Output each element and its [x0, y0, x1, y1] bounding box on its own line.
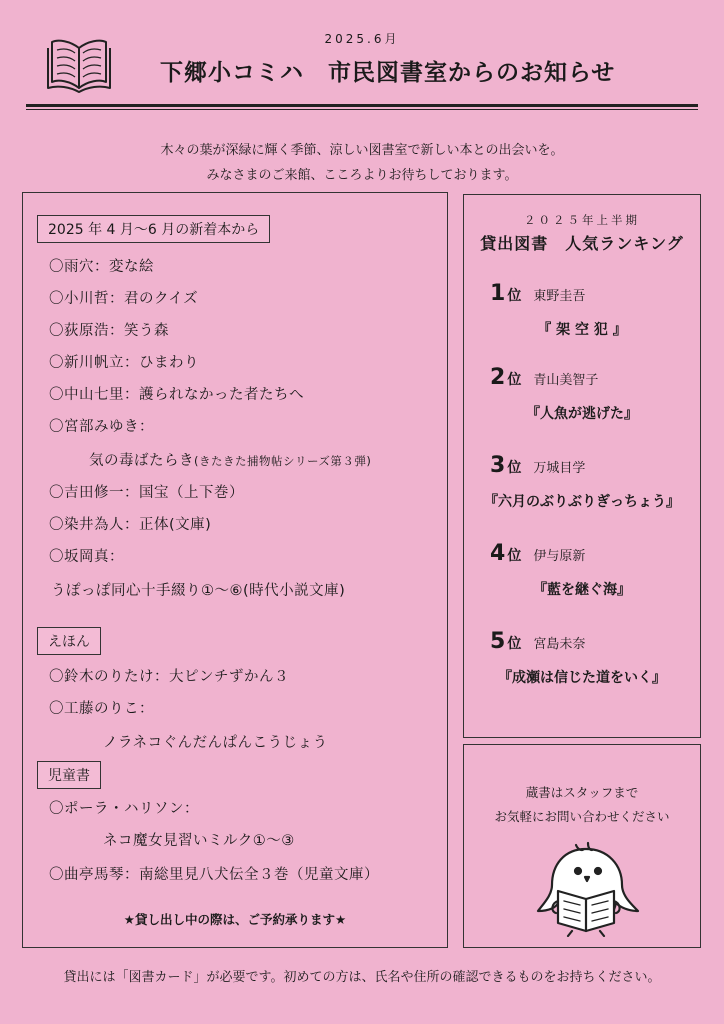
rank-3	[490, 453, 585, 478]
rank-5	[490, 629, 585, 654]
rank-book-title: 『成瀬は信じた道をいく』	[498, 670, 666, 686]
rank-unit: 位	[507, 288, 522, 304]
list-item: 〇中山七里：護られなかった者たちへ	[49, 387, 304, 403]
issue-date: 2025.6月	[324, 32, 400, 46]
header-divider	[26, 104, 698, 107]
picture-books-heading: えほん	[37, 627, 101, 655]
rank-book-title: 『藍を継ぐ海』	[533, 582, 631, 598]
rank-number: 4	[490, 541, 506, 566]
library-card-note: 貸出には「図書カード」が必要です。初めての方は、氏名や住所の確認できるものをお持ちください。	[63, 970, 661, 985]
intro-line-1: 木々の葉が深緑に輝く季節、涼しい図書室で新しい本との出会いを。	[160, 143, 564, 158]
book-series-note: (きたきた捕物帖シリーズ第３弾)	[194, 454, 372, 468]
rank-author: 青山美智子	[533, 373, 599, 388]
rank-4	[490, 541, 585, 566]
book-title: 気の毒ばたらき	[89, 453, 194, 469]
intro-line-2: みなさまのご来館、こころよりお待ちしております。	[206, 168, 518, 183]
list-item-continued: ノラネコぐんだんぱんこうじょう	[103, 735, 328, 751]
staff-note-line-1: 蔵書はスタッフまで	[525, 785, 639, 800]
rank-unit: 位	[507, 548, 522, 564]
ranking-subtitle: ２０２５年上半期	[524, 213, 640, 227]
rank-1	[490, 281, 585, 306]
rank-unit: 位	[507, 460, 522, 476]
list-item: 〇吉田修一：国宝（上下巻）	[49, 485, 244, 501]
rank-unit: 位	[507, 636, 522, 652]
list-item: 〇坂岡真：	[49, 549, 124, 565]
list-item: 〇ポーラ・ハリソン：	[49, 801, 199, 817]
ranking-title: 貸出図書 人気ランキング	[480, 234, 684, 253]
list-item-continued: うぽっぽ同心十手綴り①～⑥(時代小説文庫)	[51, 583, 346, 599]
list-item: 〇鈴木のりたけ：大ピンチずかん３	[49, 669, 289, 685]
list-item: 〇荻原浩：笑う森	[49, 323, 169, 339]
rank-book-title: 『人魚が逃げた』	[526, 406, 638, 422]
rank-number: 3	[490, 453, 506, 478]
rank-book-title: 『六月のぶりぶりぎっちょう』	[484, 494, 680, 510]
rank-author: 東野圭吾	[533, 289, 586, 304]
rank-author: 伊与原新	[533, 549, 586, 564]
rank-number: 2	[490, 365, 506, 390]
list-item: 〇染井為人：正体(文庫)	[49, 517, 212, 533]
childrens-books-heading: 児童書	[37, 761, 101, 789]
rank-unit: 位	[507, 372, 522, 388]
list-item: 〇工藤のりこ：	[49, 701, 154, 717]
intro-text	[0, 138, 724, 188]
page-title: 下郷小コミハ 市民図書室からのお知らせ	[160, 60, 616, 86]
rank-book-title: 『 架 空 犯 』	[537, 322, 627, 338]
staff-note-line-2: お気軽にお問い合わせください	[494, 809, 670, 824]
new-books-heading: 2025 年 4 月～6 月の新着本から	[37, 215, 270, 243]
list-item-continued: ネコ魔女見習いミルク①～③	[103, 833, 295, 849]
header-divider-thin	[26, 109, 698, 110]
rank-number: 5	[490, 629, 506, 654]
list-item-continued	[89, 449, 371, 470]
ranking-panel	[463, 194, 701, 738]
new-arrivals-panel	[22, 192, 448, 948]
list-item: 〇新川帆立：ひまわり	[49, 355, 199, 371]
reservation-note: ★貸し出し中の際は、ご予約承ります★	[123, 912, 347, 927]
open-book-icon	[44, 36, 114, 96]
rank-number: 1	[490, 281, 506, 306]
list-item: 〇小川哲：君のクイズ	[49, 291, 199, 307]
list-item: 〇宮部みゆき：	[49, 419, 154, 435]
rank-author: 宮島未奈	[533, 637, 586, 652]
list-item: 〇雨穴：変な絵	[49, 259, 154, 275]
rank-author: 万城目学	[533, 461, 586, 476]
list-item: 〇曲亭馬琴：南総里見八犬伝全３巻（児童文庫）	[49, 867, 379, 883]
staff-contact-panel	[463, 744, 701, 948]
rank-2	[490, 365, 598, 390]
bird-reading-illustration	[528, 841, 644, 937]
